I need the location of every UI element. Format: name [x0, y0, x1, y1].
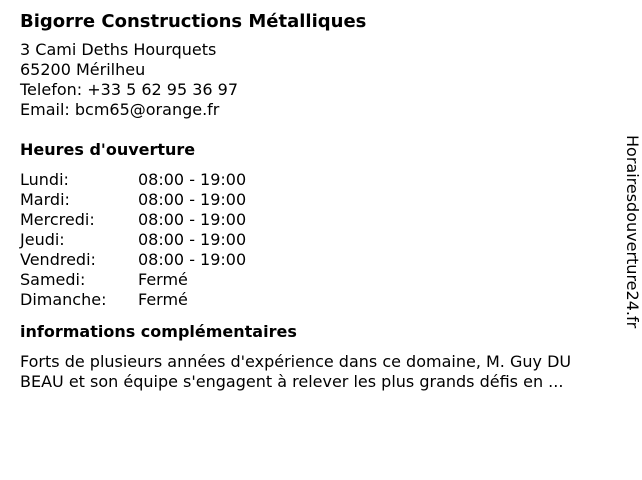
hours-day: Mardi:	[20, 190, 70, 209]
info-text: Forts de plusieurs années d'expérience dans ce domaine, M. Guy DU BEAU et son équipe s'engagent à relever les plus grands défis en ...	[20, 352, 572, 391]
hours-time: Fermé	[138, 270, 188, 289]
hours-table	[20, 170, 616, 310]
hours-day: Lundi:	[20, 170, 69, 189]
hours-day: Dimanche:	[20, 290, 107, 309]
info-heading: informations complémentaires	[20, 322, 297, 341]
hours-row-monday	[20, 170, 616, 190]
hours-time: 08:00 - 19:00	[138, 210, 247, 229]
hours-time: 08:00 - 19:00	[138, 230, 247, 249]
business-card	[20, 8, 616, 392]
hours-time: 08:00 - 19:00	[138, 250, 247, 269]
hours-row-saturday	[20, 270, 616, 290]
site-watermark: Horairesdouverture24.fr	[623, 135, 642, 329]
address-street: 3 Cami Deths Hourquets	[20, 40, 217, 59]
hours-row-sunday	[20, 290, 616, 310]
hours-row-wednesday	[20, 210, 616, 230]
hours-heading: Heures d'ouverture	[20, 140, 196, 159]
phone-line: Telefon: +33 5 62 95 36 97	[20, 80, 239, 99]
business-name: Bigorre Constructions Métalliques	[20, 11, 367, 32]
hours-day: Jeudi:	[20, 230, 65, 249]
hours-day: Samedi:	[20, 270, 86, 289]
hours-day: Vendredi:	[20, 250, 96, 269]
address-block	[20, 40, 616, 120]
email-line: Email: bcm65@orange.fr	[20, 100, 220, 119]
address-city: 65200 Mérilheu	[20, 60, 146, 79]
hours-row-thursday	[20, 230, 616, 250]
hours-row-friday	[20, 250, 616, 270]
hours-time: Fermé	[138, 290, 188, 309]
hours-row-tuesday	[20, 190, 616, 210]
hours-time: 08:00 - 19:00	[138, 170, 247, 189]
hours-day: Mercredi:	[20, 210, 95, 229]
hours-time: 08:00 - 19:00	[138, 190, 247, 209]
